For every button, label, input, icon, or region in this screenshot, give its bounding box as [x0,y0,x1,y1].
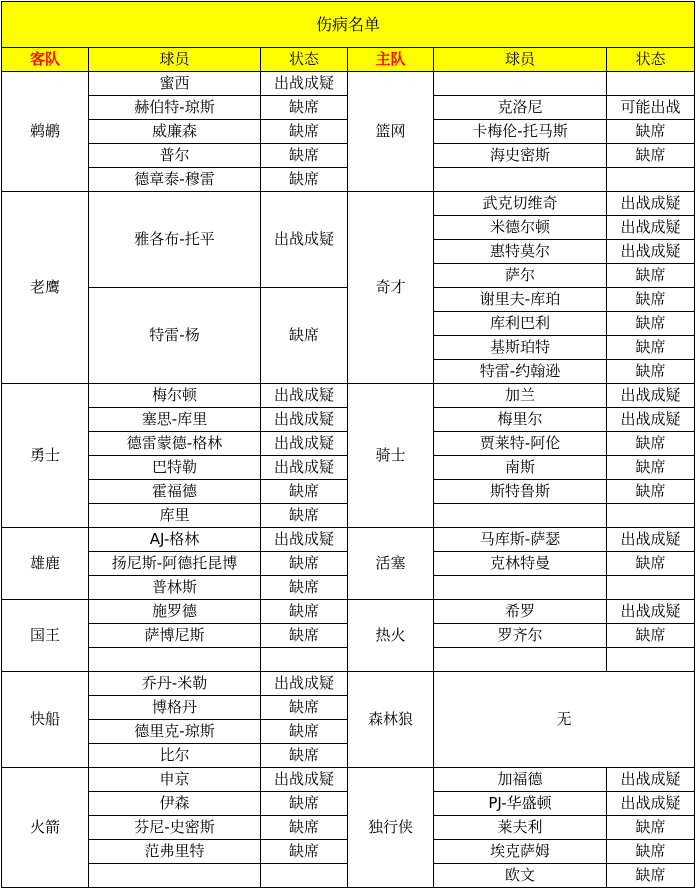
home-player-status: 出战成疑 [607,240,695,264]
away-player-status: 缺席 [261,576,348,600]
away-player-name: 普尔 [89,144,261,168]
home-player-name: 库利巴利 [434,312,607,336]
home-player-status: 缺席 [607,816,695,840]
away-player-status: 出战成疑 [261,432,348,456]
home-player-status: 缺席 [607,456,695,480]
home-team-name: 热火 [348,600,434,672]
home-team-name: 奇才 [348,192,434,384]
home-player-status: 出战成疑 [607,384,695,408]
away-player-name: 库里 [89,504,261,528]
away-player-status: 缺席 [261,792,348,816]
table-row [2,384,695,408]
away-player-name: 霍福德 [89,480,261,504]
away-team-name: 国王 [2,600,89,672]
home-player-name [434,72,607,96]
away-player-status: 缺席 [261,504,348,528]
home-player-name: 埃克萨姆 [434,840,607,864]
home-player-status: 出战成疑 [607,528,695,552]
home-player-status: 缺席 [607,552,695,576]
home-player-status: 缺席 [607,288,695,312]
home-team-name: 独行侠 [348,768,434,888]
home-player-name: 莱夫利 [434,816,607,840]
table-row [2,528,695,552]
home-player-name: 罗齐尔 [434,624,607,648]
away-player-status: 出战成疑 [261,672,348,696]
away-team-name: 老鹰 [2,192,89,384]
home-player-status [607,72,695,96]
away-player-name: 施罗德 [89,600,261,624]
away-player-status: 缺席 [261,120,348,144]
away-player-status: 出战成疑 [261,456,348,480]
home-player-status [607,168,695,192]
home-player-status: 出战成疑 [607,192,695,216]
away-player-status: 出战成疑 [261,72,348,96]
away-team-name: 快船 [2,672,89,768]
away-player-name: 梅尔顿 [89,384,261,408]
home-player-status: 缺席 [607,264,695,288]
away-player-status: 出战成疑 [261,528,348,552]
away-player-status: 缺席 [261,696,348,720]
home-player-name: 马库斯-萨瑟 [434,528,607,552]
away-player-name: 萨博尼斯 [89,624,261,648]
away-player-status: 出战成疑 [261,192,348,288]
table-row [2,672,695,696]
header-status-away: 状态 [261,48,348,72]
away-player-name: 范弗里特 [89,840,261,864]
home-player-status: 出战成疑 [607,216,695,240]
home-player-status [607,576,695,600]
away-player-status: 出战成疑 [261,408,348,432]
home-player-name: 萨尔 [434,264,607,288]
home-player-status: 可能出战 [607,96,695,120]
home-player-name [434,504,607,528]
away-team-name: 火箭 [2,768,89,888]
away-team-name: 雄鹿 [2,528,89,600]
home-team-name: 骑士 [348,384,434,528]
table-row [2,72,695,96]
home-player-name: 克洛尼 [434,96,607,120]
away-player-name: AJ-格林 [89,528,261,552]
home-player-status: 出战成疑 [607,768,695,792]
injury-table [1,1,695,888]
header-home: 主队 [348,48,434,72]
home-player-name: 贾莱特-阿伦 [434,432,607,456]
header-player-away: 球员 [89,48,261,72]
home-player-status: 缺席 [607,144,695,168]
away-player-status: 缺席 [261,600,348,624]
home-team-name: 篮网 [348,72,434,192]
home-player-status [607,648,695,672]
home-team-name: 森林狼 [348,672,434,768]
away-player-status: 缺席 [261,744,348,768]
home-player-name: 希罗 [434,600,607,624]
away-player-name: 塞思-库里 [89,408,261,432]
home-player-status: 缺席 [607,480,695,504]
home-player-name: 特雷-约翰逊 [434,360,607,384]
title-row [2,2,695,48]
home-player-name: 梅里尔 [434,408,607,432]
home-player-name: 米德尔顿 [434,216,607,240]
home-player-status: 出战成疑 [607,408,695,432]
home-none-note: 无 [434,672,695,768]
away-player-name: 德里克-琼斯 [89,720,261,744]
away-player-status: 缺席 [261,552,348,576]
header-status-home: 状态 [607,48,695,72]
home-player-name: 谢里夫-库珀 [434,288,607,312]
away-player-name [89,648,261,672]
away-player-status: 缺席 [261,144,348,168]
away-player-status [261,864,348,888]
away-player-name: 雅各布-托平 [89,192,261,288]
home-player-name [434,648,607,672]
away-player-status: 缺席 [261,168,348,192]
home-player-status: 出战成疑 [607,792,695,816]
away-player-status: 缺席 [261,96,348,120]
away-player-status: 缺席 [261,720,348,744]
away-player-status: 出战成疑 [261,768,348,792]
home-player-name [434,168,607,192]
home-player-name: 武克切维奇 [434,192,607,216]
home-player-name: 加福德 [434,768,607,792]
home-player-status: 出战成疑 [607,600,695,624]
home-player-status: 缺席 [607,432,695,456]
home-player-name: PJ-华盛顿 [434,792,607,816]
away-team-name: 鹈鹕 [2,72,89,192]
table-row [2,192,695,216]
away-player-name: 普林斯 [89,576,261,600]
away-player-name: 巴特勒 [89,456,261,480]
away-team-name: 勇士 [2,384,89,528]
away-player-name: 特雷-杨 [89,288,261,384]
away-player-status: 缺席 [261,840,348,864]
home-player-status: 缺席 [607,840,695,864]
header-away: 客队 [2,48,89,72]
away-player-name: 威廉森 [89,120,261,144]
home-player-name: 海史密斯 [434,144,607,168]
home-player-name: 斯特鲁斯 [434,480,607,504]
home-player-name [434,576,607,600]
away-player-name: 申京 [89,768,261,792]
away-player-name: 扬尼斯-阿德托昆博 [89,552,261,576]
header-player-home: 球员 [434,48,607,72]
away-player-name: 蜜西 [89,72,261,96]
away-player-name: 德雷蒙德-格林 [89,432,261,456]
table-row [2,600,695,624]
home-player-status: 缺席 [607,336,695,360]
home-player-status: 缺席 [607,312,695,336]
home-team-name: 活塞 [348,528,434,600]
away-player-name: 乔丹-米勒 [89,672,261,696]
home-player-status: 缺席 [607,120,695,144]
home-player-status [607,504,695,528]
home-player-status: 缺席 [607,624,695,648]
table-title: 伤病名单 [2,2,695,48]
home-player-name: 基斯珀特 [434,336,607,360]
home-player-status: 缺席 [607,360,695,384]
away-player-name: 博格丹 [89,696,261,720]
away-player-status [261,648,348,672]
home-player-name: 惠特莫尔 [434,240,607,264]
away-player-name [89,864,261,888]
table-row [2,768,695,792]
away-player-status: 缺席 [261,816,348,840]
away-player-status: 出战成疑 [261,384,348,408]
away-player-name: 芬尼-史密斯 [89,816,261,840]
home-player-name: 加兰 [434,384,607,408]
away-player-name: 伊森 [89,792,261,816]
home-player-status: 缺席 [607,864,695,888]
away-player-status: 缺席 [261,288,348,384]
home-player-name: 南斯 [434,456,607,480]
header-row [2,48,695,72]
away-player-status: 缺席 [261,480,348,504]
home-player-name: 克林特曼 [434,552,607,576]
home-player-name: 卡梅伦-托马斯 [434,120,607,144]
away-player-name: 德章泰-穆雷 [89,168,261,192]
away-player-status: 缺席 [261,624,348,648]
away-player-name: 赫伯特-琼斯 [89,96,261,120]
home-player-name: 欧文 [434,864,607,888]
away-player-name: 比尔 [89,744,261,768]
